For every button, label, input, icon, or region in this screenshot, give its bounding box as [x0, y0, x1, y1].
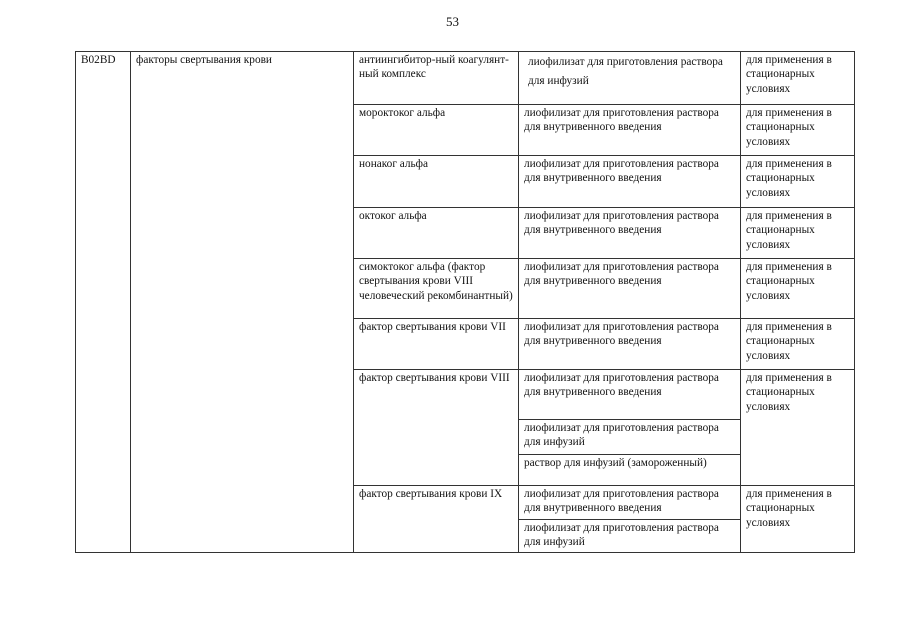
usage-conditions: для применения в стационарных условиях: [741, 208, 855, 259]
usage-conditions: для применения в стационарных условиях: [741, 105, 855, 156]
drug-name: фактор свертывания крови VIII: [354, 370, 519, 486]
page-number: 53: [446, 14, 459, 29]
dosage-form: лиофилизат для приготовления раствора для внутривенного введения: [519, 156, 741, 208]
dosage-form: лиофилизат для приготовления раствора для внутривенного введения: [519, 486, 741, 520]
dosage-form: лиофилизат для приготовления раствора для внутривенного введения: [519, 370, 741, 420]
drug-table: [75, 51, 855, 553]
dosage-form: лиофилизат для приготовления раствора для внутривенного введения: [519, 319, 741, 370]
table-row: [76, 52, 855, 105]
drug-name: нонаког альфа: [354, 156, 519, 208]
usage-conditions: для применения в стационарных условиях: [741, 370, 855, 486]
drug-name: фактор свертывания крови VII: [354, 319, 519, 370]
drug-name: фактор свертывания крови IX: [354, 486, 519, 553]
drug-name: симоктоког альфа (фактор свертывания крови VIII человеческий рекомбинантный): [354, 259, 519, 319]
usage-conditions: для применения в стационарных условиях: [741, 156, 855, 208]
dosage-form: лиофилизат для приготовления раствора для внутривенного введения: [519, 208, 741, 259]
usage-conditions: для применения в стационарных условиях: [741, 52, 855, 105]
dosage-form: раствор для инфузий (замороженный): [519, 455, 741, 486]
dosage-form: лиофилизат для приготовления раствора для инфузий: [519, 520, 741, 553]
drug-name: мороктоког альфа: [354, 105, 519, 156]
usage-conditions: для применения в стационарных условиях: [741, 259, 855, 319]
drug-name: антиингибитор-ный коагулянт-ный комплекс: [354, 52, 519, 105]
dosage-form: лиофилизат для приготовления раствора для внутривенного введения: [519, 105, 741, 156]
drug-name: октоког альфа: [354, 208, 519, 259]
dosage-form: лиофилизат для приготовления раствора для внутривенного введения: [519, 259, 741, 319]
usage-conditions: для применения в стационарных условиях: [741, 319, 855, 370]
usage-conditions: для применения в стационарных условиях: [741, 486, 855, 553]
group-name: факторы свертывания крови: [131, 52, 354, 553]
dosage-form: лиофилизат для приготовления раствора для инфузий: [519, 52, 741, 105]
atc-code: B02BD: [76, 52, 131, 553]
dosage-form: лиофилизат для приготовления раствора для инфузий: [519, 420, 741, 455]
